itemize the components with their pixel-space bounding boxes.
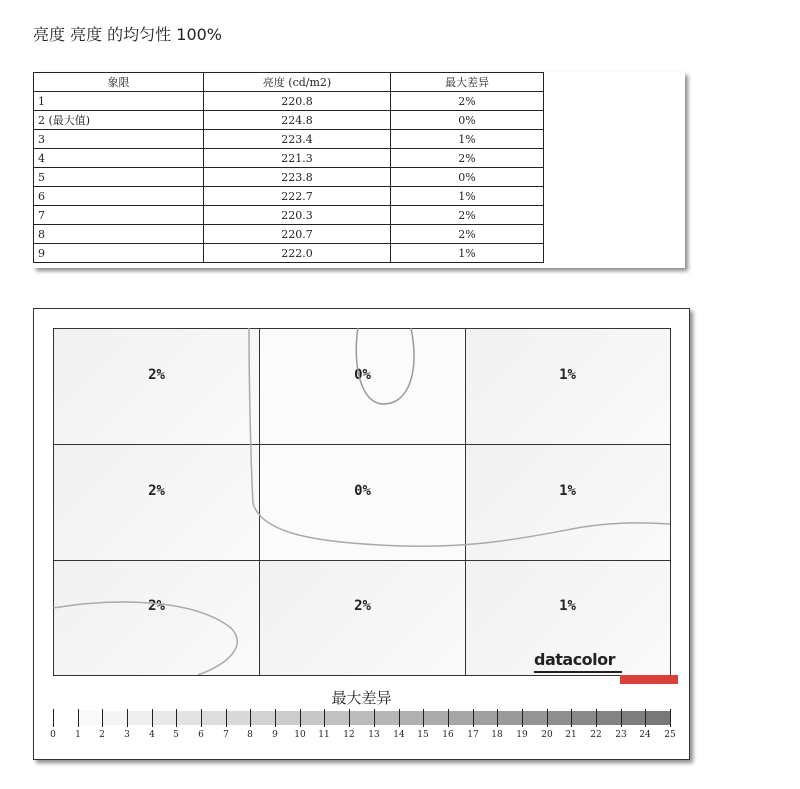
scale-tick	[250, 709, 251, 727]
scale-segment	[324, 711, 349, 725]
scale-tick	[547, 709, 548, 727]
logo-underline	[534, 671, 622, 673]
col-header-luminance: 亮度 (cd/m2)	[204, 73, 391, 92]
scale-tick-label: 6	[198, 730, 204, 740]
scale-segment	[300, 711, 325, 725]
scale-tick-label: 11	[318, 730, 330, 740]
scale-segment	[102, 711, 127, 725]
scale-tick	[201, 709, 202, 727]
scale-tick-label: 14	[393, 730, 405, 740]
uniformity-table-card	[33, 72, 685, 268]
scale-segment	[201, 711, 226, 725]
scale-segment	[152, 711, 177, 725]
scale-tick	[152, 709, 153, 727]
cell-max-diff: 2%	[391, 206, 544, 225]
scale-segment	[176, 711, 201, 725]
heatmap-cell-8	[259, 559, 466, 676]
scale-tick	[399, 709, 400, 727]
scale-tick-labels	[50, 730, 676, 744]
scale-title: 最大差异	[331, 689, 392, 707]
scale-tick	[127, 709, 128, 727]
scale-gradient	[53, 711, 670, 725]
scale-tick	[53, 709, 54, 727]
uniformity-map-card	[33, 308, 690, 760]
cell-luminance: 220.8	[204, 92, 391, 111]
cell-luminance: 224.8	[204, 111, 391, 130]
scale-segment	[497, 711, 522, 725]
cell-max-diff: 2%	[391, 225, 544, 244]
scale-tick	[226, 709, 227, 727]
scale-segment	[53, 711, 78, 725]
col-header-max-diff: 最大差异	[391, 73, 544, 92]
scale-segment	[78, 711, 103, 725]
scale-tick-label: 12	[343, 730, 355, 740]
scale-tick	[645, 709, 646, 727]
cell-max-diff: 0%	[391, 111, 544, 130]
scale-tick-label: 2	[99, 730, 105, 740]
scale-tick	[374, 709, 375, 727]
cell-luminance: 221.3	[204, 149, 391, 168]
scale-tick	[497, 709, 498, 727]
scale-tick-label: 0	[50, 730, 56, 740]
scale-tick-label: 17	[467, 730, 479, 740]
scale-segment	[423, 711, 448, 725]
scale-segment	[596, 711, 621, 725]
logo-accent-bar	[620, 675, 678, 684]
cell-quadrant: 2 (最大值)	[34, 111, 204, 130]
scale-tick	[473, 709, 474, 727]
scale-tick-label: 8	[247, 730, 253, 740]
cell-luminance: 223.4	[204, 130, 391, 149]
scale-segment	[522, 711, 547, 725]
cell-quadrant: 8	[34, 225, 204, 244]
cell-max-diff: 0%	[391, 168, 544, 187]
scale-tick-label: 13	[368, 730, 380, 740]
scale-segment	[226, 711, 251, 725]
col-header-quadrant: 象限	[34, 73, 204, 92]
cell-luminance: 222.7	[204, 187, 391, 206]
scale-tick-label: 19	[516, 730, 528, 740]
table-row	[34, 111, 544, 130]
scale-tick	[324, 709, 325, 727]
table-row	[34, 187, 544, 206]
cell-quadrant: 5	[34, 168, 204, 187]
heatmap-cell-1	[53, 328, 260, 445]
scale-tick	[78, 709, 79, 727]
scale-tick-label: 23	[615, 730, 627, 740]
table-row	[34, 168, 544, 187]
heatmap-cell-value: 0%	[354, 367, 371, 383]
scale-tick-label: 1	[75, 730, 81, 740]
cell-quadrant: 3	[34, 130, 204, 149]
page-title: 亮度 亮度 的均匀性 100%	[33, 25, 223, 44]
cell-max-diff: 1%	[391, 130, 544, 149]
cell-max-diff: 1%	[391, 187, 544, 206]
scale-tick-label: 24	[639, 730, 651, 740]
cell-luminance: 222.0	[204, 244, 391, 263]
scale-segment	[448, 711, 473, 725]
scale-tick-label: 18	[491, 730, 503, 740]
cell-luminance: 220.3	[204, 206, 391, 225]
cell-quadrant: 4	[34, 149, 204, 168]
cell-luminance: 223.8	[204, 168, 391, 187]
scale-tick	[102, 709, 103, 727]
scale-tick	[275, 709, 276, 727]
scale-tick-label: 16	[442, 730, 454, 740]
heatmap-cell-4	[53, 444, 260, 561]
cell-quadrant: 6	[34, 187, 204, 206]
scale-segment	[473, 711, 498, 725]
scale-tick	[621, 709, 622, 727]
diff-scale	[53, 709, 670, 727]
scale-tick	[423, 709, 424, 727]
table-row	[34, 225, 544, 244]
heatmap-cell-value: 2%	[148, 598, 165, 614]
scale-segment	[547, 711, 572, 725]
heatmap-cell-2	[259, 328, 466, 445]
scale-tick-label: 3	[124, 730, 130, 740]
heatmap-cell-6	[464, 444, 671, 561]
cell-quadrant: 1	[34, 92, 204, 111]
scale-tick	[176, 709, 177, 727]
table-row	[34, 244, 544, 263]
scale-tick	[300, 709, 301, 727]
heatmap-cell-5	[259, 444, 466, 561]
scale-segment	[250, 711, 275, 725]
table-header-row	[34, 73, 544, 92]
heatmap-cell-value: 1%	[559, 598, 576, 614]
scale-segment	[645, 711, 670, 725]
heatmap-cell-value: 2%	[148, 483, 165, 499]
heatmap-cell-value: 0%	[354, 483, 371, 499]
scale-tick-label: 21	[565, 730, 577, 740]
cell-luminance: 220.7	[204, 225, 391, 244]
table-row	[34, 92, 544, 111]
heatmap-cell-7	[53, 559, 260, 676]
table-row	[34, 130, 544, 149]
scale-tick	[349, 709, 350, 727]
heatmap-cell-value: 1%	[559, 483, 576, 499]
cell-quadrant: 7	[34, 206, 204, 225]
cell-quadrant: 9	[34, 244, 204, 263]
table-row	[34, 149, 544, 168]
scale-tick-label: 4	[149, 730, 155, 740]
scale-segment	[374, 711, 399, 725]
scale-segment	[399, 711, 424, 725]
scale-tick-label: 10	[294, 730, 306, 740]
table-row	[34, 206, 544, 225]
scale-tick	[448, 709, 449, 727]
heatmap-cell-value: 2%	[354, 598, 371, 614]
heatmap-cell-3	[464, 328, 671, 445]
scale-tick-label: 7	[223, 730, 229, 740]
scale-tick-label: 5	[173, 730, 179, 740]
scale-tick-label: 22	[590, 730, 602, 740]
scale-tick	[571, 709, 572, 727]
heatmap-cell-value: 2%	[148, 367, 165, 383]
cell-max-diff: 1%	[391, 244, 544, 263]
scale-segment	[621, 711, 646, 725]
scale-segment	[275, 711, 300, 725]
scale-segment	[127, 711, 152, 725]
uniformity-table	[33, 72, 544, 263]
cell-max-diff: 2%	[391, 92, 544, 111]
uniformity-heatmap	[53, 328, 670, 675]
scale-tick-label: 25	[664, 730, 676, 740]
datacolor-logo: datacolor	[534, 650, 616, 669]
cell-max-diff: 2%	[391, 149, 544, 168]
scale-tick	[670, 709, 671, 727]
scale-segment	[349, 711, 374, 725]
scale-segment	[571, 711, 596, 725]
scale-tick	[522, 709, 523, 727]
scale-tick-label: 20	[541, 730, 553, 740]
scale-tick-label: 9	[272, 730, 278, 740]
heatmap-cell-value: 1%	[559, 367, 576, 383]
scale-tick	[596, 709, 597, 727]
scale-tick-label: 15	[417, 730, 429, 740]
